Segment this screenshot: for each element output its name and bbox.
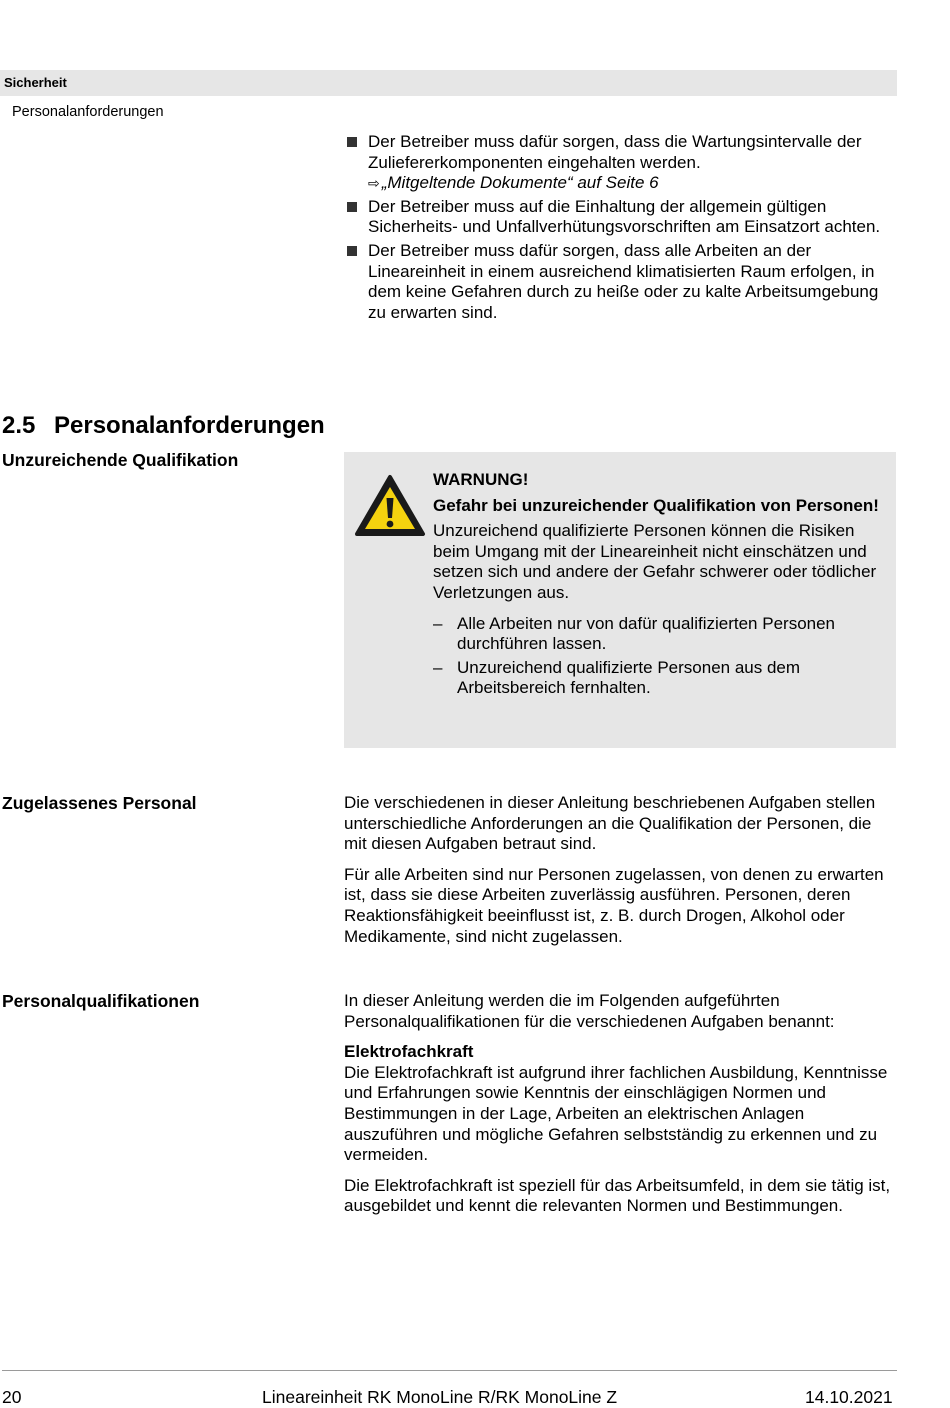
approved-personnel-label: Zugelassenes Personal (2, 793, 197, 813)
warning-side-label: Unzureichende Qualifikation (2, 450, 239, 470)
list-item (346, 241, 891, 323)
warning-list-item-text: Unzureichend qualifizierte Personen aus dem Arbeitsbereich fernhalten. (457, 657, 801, 698)
paragraph: In dieser Anleitung werden die im Folgenden aufgeführten Personalqualifikationen für die verschiedenen Aufgaben benannt: (344, 991, 835, 1031)
section-title: Personalanforderungen (54, 412, 325, 439)
dash-bullet-icon: – (433, 613, 443, 633)
section-number: 2.5 (2, 412, 36, 439)
list-item-text: Der Betreiber muss dafür sorgen, dass alle Arbeiten an der Lineareinheit in einem ausreichend klimatisierten Raum erfolgen, in dem keine Gefahren durch zu heiße oder zu kalte Arbeitsumgebung zu erwarten sind. (368, 240, 879, 322)
warning-triangle-icon (354, 474, 426, 538)
warning-content (433, 470, 888, 702)
list-item (346, 132, 891, 194)
cross-reference-text[interactable]: „Mitgeltende Dokumente“ auf Seite 6 (381, 173, 659, 193)
list-item-text: Der Betreiber muss dafür sorgen, dass die Wartungsintervalle der Zuliefererkomponenten eingehalten werden. (368, 132, 862, 172)
paragraph: Die verschiedenen in dieser Anleitung beschriebenen Aufgaben stellen unterschiedliche Anforderungen an die Qualifikation der Personen, die mit diesen Aufgaben betraut sind. (344, 793, 876, 854)
dash-bullet-icon: – (433, 657, 443, 677)
paragraph: Die Elektrofachkraft ist aufgrund ihrer fachlichen Ausbildung, Kenntnisse und Erfahrungen sowie Kenntnis der einschlägigen Normen und Bestimmungen in der Lage, Arbeiten an elektrischen Anlagen auszuführen und mögliche Gefahren selbstständig zu erkennen und zu vermeiden. (344, 1062, 888, 1165)
paragraph: Die Elektrofachkraft ist speziell für das Arbeitsumfeld, in dem sie tätig ist, ausgebildet und kennt die relevanten Normen und Bestimmungen. (344, 1175, 891, 1216)
approved-personnel-text (344, 793, 892, 957)
qualifications-label: Personalqualifikationen (2, 991, 200, 1011)
square-bullet-icon (347, 137, 357, 147)
section-heading (2, 410, 325, 442)
cross-reference-link[interactable] (368, 173, 891, 194)
header-section-title: Sicherheit (4, 75, 67, 90)
qualifications-text (344, 991, 892, 1227)
warning-title: WARNUNG! (433, 470, 529, 489)
document-title: Lineareinheit RK MonoLine R/RK MonoLine Z (262, 1387, 618, 1407)
document-date: 14.10.2021 (805, 1387, 893, 1407)
page-number: 20 (2, 1387, 22, 1407)
header-subsection-title: Personalanforderungen (12, 104, 164, 120)
arrow-reference-icon: ⇨ (368, 175, 380, 192)
warning-list-item-text: Alle Arbeiten nur von dafür qualifizierten Personen durchführen lassen. (457, 613, 836, 654)
warning-text: Unzureichend qualifizierte Personen können die Risiken beim Umgang mit der Lineareinheit nicht einschätzen und setzen sich und andere der Gefahr schwerer oder tödlicher Verletzungen aus. (433, 521, 877, 602)
role-title: Elektrofachkraft (344, 1042, 474, 1062)
operator-duties-list (346, 132, 891, 326)
footer-divider (2, 1370, 897, 1371)
warning-headline: Gefahr bei unzureichender Qualifikation von Personen! (433, 495, 879, 515)
warning-list-item (433, 658, 888, 699)
list-item (346, 197, 891, 238)
header-bar (0, 70, 897, 96)
paragraph: Für alle Arbeiten sind nur Personen zugelassen, von denen zu erwarten ist, dass sie diese Arbeiten zuverlässig ausführen. Personen, deren Reaktionsfähigkeit beeinflusst ist, z. B. durch Drogen, Alkohol oder Medikamente, sind nicht zugelassen. (344, 864, 884, 946)
square-bullet-icon (347, 202, 357, 212)
warning-box (344, 452, 896, 748)
list-item-text: Der Betreiber muss auf die Einhaltung der allgemein gültigen Sicherheits- und Unfallverhütungsvorschriften am Einsatzort achten. (368, 196, 881, 237)
warning-list-item (433, 614, 888, 655)
square-bullet-icon (347, 246, 357, 256)
